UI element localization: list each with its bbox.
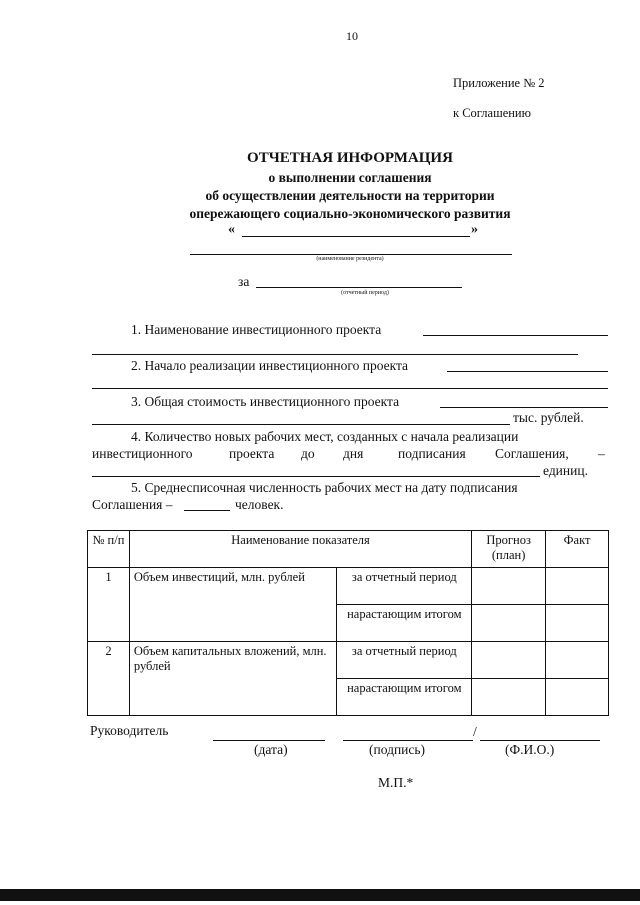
date-line	[213, 740, 325, 741]
header-number: № п/п	[88, 531, 130, 568]
signature-caption: (подпись)	[369, 742, 426, 757]
item-5-text-b: человек.	[235, 497, 284, 512]
row-indicator-name: Объем капитальных вложений, млн. рублей	[129, 642, 337, 716]
row-number: 1	[88, 568, 130, 642]
cell-forecast	[472, 605, 546, 642]
item-4-word-1: инвестиционного	[92, 446, 193, 461]
appendix-title: Приложение № 2	[453, 76, 545, 90]
item-4-word-4: дня	[343, 446, 364, 461]
item-2-line	[447, 371, 608, 372]
item-5-text-a: Соглашения –	[92, 497, 173, 512]
period-caption: (отчетный период)	[341, 290, 389, 296]
appendix-subtitle: к Соглашению	[453, 106, 531, 120]
item-4-line	[92, 476, 540, 477]
table-row	[88, 642, 609, 679]
item-4-word-6: Соглашения,	[495, 446, 569, 461]
header-forecast: Прогноз (план)	[472, 531, 546, 568]
cell-fact	[546, 605, 609, 642]
period-line	[256, 287, 462, 288]
row-period-reporting: за отчетный период	[337, 568, 472, 605]
item-3-continuation-line	[92, 424, 510, 425]
document-subtitle-3: опережающего социально-экономического развития	[189, 206, 511, 221]
item-4-word-2: проекта	[229, 446, 275, 461]
cell-fact	[546, 679, 609, 716]
cell-fact	[546, 642, 609, 679]
fio-line	[480, 740, 600, 741]
document-subtitle-2: об осуществлении деятельности на территории	[205, 188, 495, 203]
page-number: 10	[346, 29, 358, 43]
row-period-cumulative: нарастающим итогом	[337, 679, 472, 716]
item-3-label: 3. Общая стоимость инвестиционного проекта	[131, 394, 400, 409]
scan-edge-bar	[0, 889, 640, 901]
item-1-line	[423, 335, 608, 336]
item-4-word-5: подписания	[398, 446, 466, 461]
item-2-label: 2. Начало реализации инвестиционного проекта	[131, 358, 409, 373]
zone-name-line	[242, 236, 470, 237]
quote-open: «	[228, 222, 235, 237]
head-label: Руководитель	[90, 723, 169, 738]
item-5-line	[184, 510, 230, 511]
item-5-label: 5. Среднесписочная численность рабочих мест на дату подписания	[131, 480, 518, 495]
document-subtitle-1: о выполнении соглашения	[268, 170, 432, 185]
item-4-word-3: до	[301, 446, 315, 461]
item-4-unit: единиц.	[543, 463, 588, 478]
item-4-label: 4. Количество новых рабочих мест, созданных с начала реализации	[131, 429, 519, 444]
quote-close: »	[471, 222, 478, 237]
item-1-label: 1. Наименование инвестиционного проекта	[131, 322, 382, 337]
header-indicator-name: Наименование показателя	[129, 531, 471, 568]
cell-forecast	[472, 679, 546, 716]
row-number: 2	[88, 642, 130, 716]
item-2-continuation-line	[92, 388, 608, 389]
signature-slash: /	[473, 724, 477, 739]
row-indicator-name: Объем инвестиций, млн. рублей	[129, 568, 337, 642]
resident-name-line	[190, 254, 512, 255]
date-caption: (дата)	[254, 742, 288, 757]
header-fact: Факт	[546, 531, 609, 568]
stamp-label: М.П.*	[378, 775, 414, 790]
cell-forecast	[472, 642, 546, 679]
fio-caption: (Ф.И.О.)	[505, 742, 555, 757]
document-title: ОТЧЕТНАЯ ИНФОРМАЦИЯ	[247, 150, 453, 166]
item-4-word-7: –	[598, 446, 605, 461]
row-period-reporting: за отчетный период	[337, 642, 472, 679]
resident-caption: (наименование резидента)	[316, 256, 384, 262]
signature-line	[343, 740, 473, 741]
period-label: за	[238, 274, 250, 289]
indicators-table	[87, 530, 609, 716]
cell-fact	[546, 568, 609, 605]
item-1-continuation-line	[92, 354, 578, 355]
table-row	[88, 568, 609, 605]
row-period-cumulative: нарастающим итогом	[337, 605, 472, 642]
item-3-unit: тыс. рублей.	[513, 410, 584, 425]
cell-forecast	[472, 568, 546, 605]
item-3-line	[440, 407, 608, 408]
